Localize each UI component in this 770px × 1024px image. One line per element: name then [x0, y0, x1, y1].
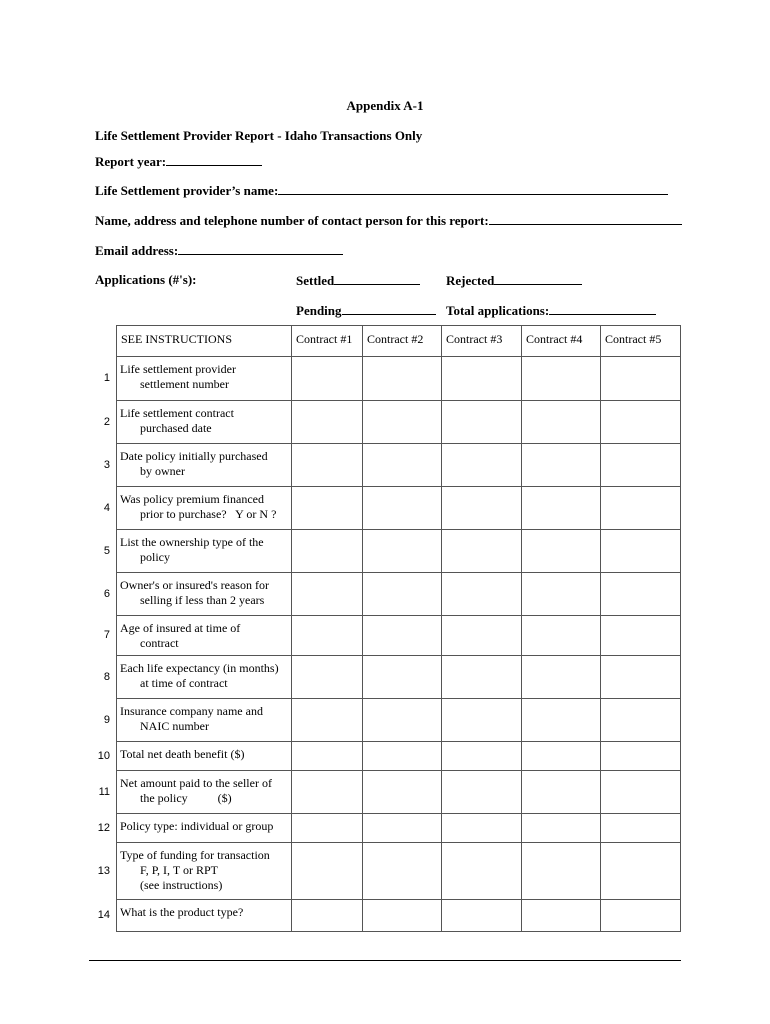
contract-2-cell[interactable] — [363, 699, 442, 742]
contract-3-cell[interactable] — [442, 401, 522, 444]
row-instruction-cell — [117, 444, 292, 487]
contract-1-cell[interactable] — [292, 742, 363, 771]
row-instruction-cell — [117, 573, 292, 616]
contract-3-cell[interactable] — [442, 573, 522, 616]
report-year-label: Report year: — [95, 154, 167, 169]
row-instruction-line: purchased date — [140, 421, 212, 435]
row-instruction-line: NAIC number — [140, 719, 209, 733]
row-number: 5 — [103, 544, 110, 557]
contract-2-cell[interactable] — [363, 742, 442, 771]
contract-header-cell — [522, 326, 601, 357]
contract-3-cell[interactable] — [442, 530, 522, 573]
row-instruction-line: by owner — [140, 464, 185, 478]
contract-2-header: Contract #2 — [367, 332, 424, 346]
contract-2-cell[interactable] — [363, 900, 442, 932]
provider-name-field[interactable] — [278, 182, 668, 195]
row-number: 3 — [103, 458, 110, 471]
contract-4-cell[interactable] — [522, 771, 601, 814]
contract-3-cell[interactable] — [442, 771, 522, 814]
contract-4-cell[interactable] — [522, 900, 601, 932]
row-instruction-line: Life settlement provider — [120, 362, 236, 376]
contract-2-cell[interactable] — [363, 357, 442, 401]
contract-2-cell[interactable] — [363, 401, 442, 444]
contract-5-cell[interactable] — [601, 444, 681, 487]
contract-3-header: Contract #3 — [446, 332, 503, 346]
contract-5-cell[interactable] — [601, 573, 681, 616]
table-row — [117, 814, 681, 843]
contract-1-cell[interactable] — [292, 900, 363, 932]
row-instruction-line: Life settlement contract — [120, 406, 234, 420]
table-row — [117, 699, 681, 742]
row-instruction-line: List the ownership type of the — [120, 535, 264, 549]
contract-1-cell[interactable] — [292, 771, 363, 814]
contract-header-cell — [601, 326, 681, 357]
row-instruction-line: prior to purchase? Y or N ? — [140, 507, 277, 521]
contact-row — [95, 212, 682, 229]
contract-5-header: Contract #5 — [605, 332, 662, 346]
pending-label: Pending — [296, 303, 342, 318]
contract-1-cell[interactable] — [292, 616, 363, 656]
contract-5-cell[interactable] — [601, 699, 681, 742]
row-number: 9 — [103, 713, 110, 726]
contract-4-cell[interactable] — [522, 444, 601, 487]
contract-3-cell[interactable] — [442, 616, 522, 656]
contract-header-cell — [442, 326, 522, 357]
settled-row — [296, 272, 420, 289]
contract-3-cell[interactable] — [442, 742, 522, 771]
report-year-row — [95, 153, 262, 170]
table-row — [117, 530, 681, 573]
report-year-field[interactable] — [166, 153, 262, 166]
contract-4-cell[interactable] — [522, 530, 601, 573]
table-row — [117, 444, 681, 487]
pending-field[interactable] — [342, 302, 436, 315]
row-instruction-cell — [117, 771, 292, 814]
report-subtitle: Life Settlement Provider Report - Idaho Transactions Only — [95, 128, 423, 143]
row-number: 1 — [103, 372, 110, 384]
row-number: 12 — [97, 821, 110, 834]
row-instruction-line: Total net death benefit ($) — [120, 747, 245, 761]
row-instruction-line: Policy type: individual or group — [120, 819, 274, 833]
contract-header-cell — [363, 326, 442, 357]
contract-3-cell[interactable] — [442, 487, 522, 530]
row-number: 4 — [103, 501, 110, 514]
row-number: 6 — [103, 587, 110, 600]
row-instruction-cell — [117, 843, 292, 900]
table-row — [117, 616, 681, 656]
contract-5-cell[interactable] — [601, 656, 681, 699]
table-row — [117, 656, 681, 699]
contracts-table — [116, 325, 681, 932]
contract-4-cell[interactable] — [522, 843, 601, 900]
instructions-header: SEE INSTRUCTIONS — [121, 332, 233, 346]
row-number: 13 — [97, 864, 110, 877]
email-label: Email address: — [95, 243, 179, 258]
row-instruction-line: (see instructions) — [140, 878, 223, 892]
table-row — [117, 771, 681, 814]
contract-3-cell[interactable] — [442, 900, 522, 932]
contract-4-cell[interactable] — [522, 656, 601, 699]
contract-4-cell[interactable] — [522, 573, 601, 616]
settled-label: Settled — [296, 273, 335, 288]
contract-5-cell[interactable] — [601, 487, 681, 530]
contract-5-cell[interactable] — [601, 742, 681, 771]
contract-2-cell[interactable] — [363, 444, 442, 487]
row-instruction-line: at time of contract — [140, 676, 228, 690]
contract-1-cell[interactable] — [292, 401, 363, 444]
contract-5-cell[interactable] — [601, 843, 681, 900]
contract-3-cell[interactable] — [442, 444, 522, 487]
contact-label: Name, address and telephone number of contact person for this report: — [95, 213, 489, 228]
row-instruction-cell — [117, 487, 292, 530]
contract-2-cell[interactable] — [363, 843, 442, 900]
contract-2-cell[interactable] — [363, 656, 442, 699]
table-row — [117, 900, 681, 932]
row-instruction-line: Insurance company name and — [120, 704, 263, 718]
row-instruction-line: What is the product type? — [120, 905, 244, 919]
row-instruction-cell — [117, 656, 292, 699]
pending-row — [296, 302, 436, 319]
row-instruction-line: Age of insured at time of — [120, 621, 241, 635]
contact-field[interactable] — [489, 212, 682, 225]
row-instruction-line: policy — [140, 550, 170, 564]
row-instruction-line: selling if less than 2 years — [140, 593, 265, 607]
contract-4-cell[interactable] — [522, 616, 601, 656]
contract-5-cell[interactable] — [601, 771, 681, 814]
footer-divider — [89, 960, 681, 961]
row-instruction-line: Date policy initially purchased — [120, 449, 268, 463]
contract-3-cell[interactable] — [442, 656, 522, 699]
contract-4-cell[interactable] — [522, 357, 601, 401]
table-row — [117, 843, 681, 900]
row-instruction-line: Was policy premium financed — [120, 492, 264, 506]
contract-4-cell[interactable] — [522, 401, 601, 444]
row-instruction-cell — [117, 742, 292, 771]
total-row — [446, 302, 656, 319]
table-row — [117, 742, 681, 771]
contract-4-cell[interactable] — [522, 487, 601, 530]
contract-2-cell[interactable] — [363, 530, 442, 573]
contract-5-cell[interactable] — [601, 401, 681, 444]
applications-label: Applications (#'s): — [95, 272, 197, 287]
table-row — [117, 573, 681, 616]
contract-1-cell[interactable] — [292, 444, 363, 487]
contract-1-cell[interactable] — [292, 656, 363, 699]
contract-4-cell[interactable] — [522, 742, 601, 771]
row-instruction-cell — [117, 530, 292, 573]
row-instruction-cell — [117, 814, 292, 843]
contract-3-cell[interactable] — [442, 699, 522, 742]
contract-3-cell[interactable] — [442, 357, 522, 401]
table-header-row — [117, 326, 681, 357]
row-number: 2 — [103, 415, 110, 428]
row-instruction-cell — [117, 401, 292, 444]
rejected-label: Rejected — [446, 273, 495, 288]
table-row — [117, 401, 681, 444]
table-row — [117, 487, 681, 530]
contract-5-cell[interactable] — [601, 357, 681, 401]
contract-2-cell[interactable] — [363, 771, 442, 814]
row-number: 10 — [97, 749, 110, 762]
provider-name-label: Life Settlement provider’s name: — [95, 183, 279, 198]
contract-3-cell[interactable] — [442, 814, 522, 843]
provider-name-row — [95, 182, 668, 199]
contract-5-cell[interactable] — [601, 900, 681, 932]
row-instruction-line: Type of funding for transaction — [120, 848, 270, 862]
row-instruction-line: Each life expectancy (in months) — [120, 661, 279, 675]
row-number: 14 — [97, 909, 110, 921]
contract-4-cell[interactable] — [522, 814, 601, 843]
contract-header-cell — [292, 326, 363, 357]
email-field[interactable] — [178, 242, 343, 255]
contract-2-cell[interactable] — [363, 487, 442, 530]
contract-1-cell[interactable] — [292, 530, 363, 573]
contract-1-cell[interactable] — [292, 814, 363, 843]
contract-4-header: Contract #4 — [526, 332, 583, 346]
contract-2-cell[interactable] — [363, 573, 442, 616]
row-instruction-line: F, P, I, T or RPT — [140, 863, 218, 877]
total-label: Total applications: — [446, 303, 550, 318]
contract-4-cell[interactable] — [522, 699, 601, 742]
contract-1-cell[interactable] — [292, 573, 363, 616]
table-row — [117, 357, 681, 401]
rejected-row — [446, 272, 582, 289]
contract-5-cell[interactable] — [601, 616, 681, 656]
row-instruction-line: the policy ($) — [140, 791, 232, 805]
contract-5-cell[interactable] — [601, 530, 681, 573]
settled-field[interactable] — [334, 272, 420, 285]
contract-2-cell[interactable] — [363, 616, 442, 656]
instructions-header-cell — [117, 326, 292, 357]
rejected-field[interactable] — [494, 272, 582, 285]
contract-1-cell[interactable] — [292, 357, 363, 401]
row-instruction-cell — [117, 699, 292, 742]
contract-1-cell[interactable] — [292, 843, 363, 900]
page-title: Appendix A-1 — [346, 98, 424, 113]
row-instruction-cell — [117, 357, 292, 401]
row-number: 11 — [98, 785, 110, 798]
contract-5-cell[interactable] — [601, 814, 681, 843]
row-instruction-line: Owner's or insured's reason for — [120, 578, 269, 592]
total-field[interactable] — [549, 302, 656, 315]
row-instruction-line: Net amount paid to the seller of — [120, 776, 272, 790]
contract-3-cell[interactable] — [442, 843, 522, 900]
row-number: 7 — [103, 629, 110, 641]
email-row — [95, 242, 343, 259]
contract-1-header: Contract #1 — [296, 332, 353, 346]
contract-1-cell[interactable] — [292, 487, 363, 530]
row-instruction-line: contract — [140, 636, 179, 650]
contract-1-cell[interactable] — [292, 699, 363, 742]
contract-2-cell[interactable] — [363, 814, 442, 843]
row-instruction-cell — [117, 900, 292, 932]
row-number: 8 — [103, 670, 110, 683]
row-instruction-cell — [117, 616, 292, 656]
row-instruction-line: settlement number — [140, 377, 229, 391]
